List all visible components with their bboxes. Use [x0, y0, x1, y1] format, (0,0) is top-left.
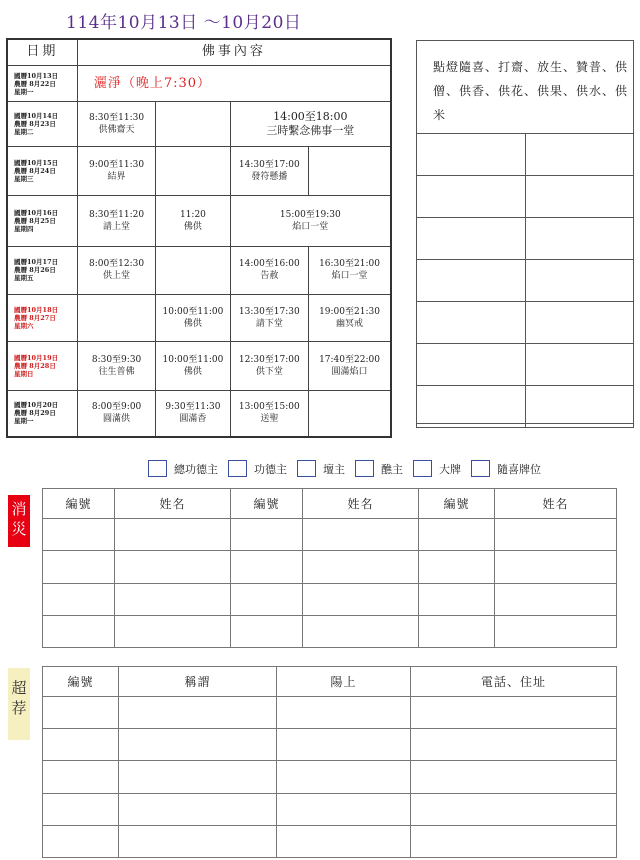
schedule-event-cell — [156, 390, 230, 437]
table-row — [43, 697, 617, 729]
event-time: 13:00至15:00 — [238, 402, 300, 413]
schedule-event-cell — [156, 246, 230, 295]
blank-entry-cell[interactable] — [303, 615, 419, 647]
offerings-grid-row — [417, 176, 634, 218]
schedule-event-cell — [77, 195, 155, 246]
event-name: 供下堂 — [255, 366, 283, 377]
blank-entry-cell[interactable] — [419, 583, 495, 615]
event-time: 15:00至19:30 — [279, 209, 341, 220]
blank-entry-cell[interactable] — [303, 551, 419, 583]
offerings-blank-cell[interactable] — [525, 344, 634, 386]
offerings-blank-cell[interactable] — [417, 344, 526, 386]
page-title: 114年10月13日 ～10月20日 — [66, 13, 302, 33]
schedule-event-cell — [309, 246, 391, 295]
offerings-grid-row — [417, 260, 634, 302]
schedule-row — [7, 65, 391, 102]
blank-entry-cell[interactable] — [115, 519, 231, 551]
schedule-event-cell: 灑淨（晚上7:30） — [77, 65, 391, 102]
blank-entry-cell[interactable] — [419, 551, 495, 583]
event-time: 10:00至11:00 — [162, 354, 224, 365]
checkbox[interactable] — [297, 460, 316, 477]
blank-entry-cell[interactable] — [43, 615, 115, 647]
offerings-blank-cell[interactable] — [417, 260, 526, 302]
offerings-grid-row — [417, 218, 634, 260]
event-name: 三時繫念佛事一堂 — [266, 124, 355, 138]
blank-entry-cell[interactable] — [43, 825, 119, 857]
offerings-box — [416, 40, 634, 424]
blank-entry-cell[interactable] — [495, 615, 617, 647]
blank-entry-cell[interactable] — [43, 729, 119, 761]
checkbox-label: 功德主 — [254, 462, 287, 476]
schedule-event-cell — [156, 195, 230, 246]
blank-entry-cell[interactable] — [43, 761, 119, 793]
date-line: 農曆 8月23日 — [14, 120, 56, 129]
blank-entry-cell[interactable] — [231, 551, 303, 583]
schedule-date-cell — [7, 390, 77, 437]
checkbox[interactable] — [148, 460, 167, 477]
blank-entry-cell[interactable] — [119, 729, 277, 761]
date-line: 農曆 8月26日 — [14, 266, 56, 275]
date-line: 國曆10月13日 — [14, 71, 59, 80]
offerings-blank-cell[interactable] — [525, 260, 634, 302]
schedule-event-cell — [230, 102, 391, 147]
blank-entry-cell[interactable] — [277, 793, 411, 825]
table-row — [43, 825, 617, 857]
section-label-blessing: 消災 — [8, 495, 30, 547]
event-name: 供上堂 — [103, 271, 131, 282]
event-name: 焰口一堂 — [292, 221, 329, 232]
column-header: 稱謂 — [119, 667, 277, 697]
blank-entry-cell[interactable] — [411, 793, 617, 825]
date-line: 農曆 8月24日 — [14, 166, 56, 175]
event-name: 佛供 — [183, 319, 202, 330]
date-line: 國曆10月20日 — [14, 401, 59, 410]
blank-entry-cell[interactable] — [411, 729, 617, 761]
column-header: 編號 — [231, 489, 303, 519]
blank-entry-cell[interactable] — [43, 551, 115, 583]
event-time: 8:00至12:30 — [88, 259, 145, 270]
offerings-text: 點燈隨喜、打齋、放生、贊普、供僧、供香、供花、供果、供水、供米 — [433, 60, 629, 122]
offerings-grid-row — [417, 386, 634, 428]
offerings-blank-cell[interactable] — [525, 386, 634, 428]
blank-entry-cell[interactable] — [411, 697, 617, 729]
schedule-date-cell — [7, 295, 77, 342]
schedule-date-cell — [7, 342, 77, 391]
date-line: 國曆10月14日 — [14, 112, 59, 121]
event-name: 圓滿焰口 — [331, 366, 368, 377]
schedule-event-cell — [230, 295, 308, 342]
schedule-header-row — [7, 39, 391, 65]
table-header-row — [43, 489, 617, 519]
schedule-row — [7, 195, 391, 246]
schedule-event-cell — [309, 390, 391, 437]
column-header: 陽上 — [277, 667, 411, 697]
checkbox[interactable] — [413, 460, 432, 477]
event-time: 14:00至18:00 — [273, 110, 348, 124]
event-time: 13:30至17:30 — [238, 307, 300, 318]
date-line: 星期三 — [14, 174, 34, 183]
blank-entry-cell[interactable] — [495, 583, 617, 615]
blank-entry-cell[interactable] — [115, 551, 231, 583]
checkbox-option[interactable] — [471, 460, 541, 477]
blank-entry-cell[interactable] — [303, 583, 419, 615]
date-line: 星期二 — [14, 128, 34, 137]
schedule-event-cell — [309, 342, 391, 391]
offerings-blank-cell[interactable] — [525, 176, 634, 218]
checkbox-option[interactable] — [355, 460, 403, 477]
blank-entry-cell[interactable] — [231, 583, 303, 615]
schedule-event-cell — [77, 147, 155, 196]
registration-type-checkboxes — [148, 460, 551, 477]
schedule-header-date: 日期 — [7, 39, 77, 65]
checkbox-option[interactable] — [413, 460, 461, 477]
column-header: 電話、住址 — [411, 667, 617, 697]
table-row — [43, 519, 617, 551]
blank-entry-cell[interactable] — [303, 519, 419, 551]
event-name: 請上堂 — [103, 221, 131, 232]
schedule-event-cell — [230, 390, 308, 437]
checkbox-label: 隨喜牌位 — [497, 462, 541, 476]
blank-entry-cell[interactable] — [119, 793, 277, 825]
checkbox[interactable] — [355, 460, 374, 477]
schedule-date-cell — [7, 65, 77, 102]
column-header: 姓名 — [495, 489, 617, 519]
date-line: 農曆 8月28日 — [14, 361, 56, 370]
blank-entry-cell[interactable] — [411, 761, 617, 793]
offerings-grid-row — [417, 302, 634, 344]
event-name: 圓滿供 — [103, 414, 131, 425]
offerings-blank-cell[interactable] — [417, 176, 526, 218]
date-line: 星期四 — [14, 224, 34, 233]
column-header: 編號 — [43, 489, 115, 519]
event-time: 8:30至9:30 — [91, 354, 142, 365]
offerings-blank-cell[interactable] — [417, 218, 526, 260]
event-time: 8:00至9:00 — [91, 402, 142, 413]
date-line: 星期五 — [14, 274, 34, 283]
offerings-grid-row — [417, 344, 634, 386]
checkbox-label: 總功德主 — [174, 462, 218, 476]
event-name: 焰口一堂 — [331, 271, 368, 282]
schedule-row — [7, 102, 391, 147]
date-line: 農曆 8月27日 — [14, 314, 56, 323]
offerings-blank-cell[interactable] — [525, 218, 634, 260]
event-time: 8:30至11:30 — [88, 113, 145, 124]
schedule-event-cell — [77, 295, 155, 342]
event-name: 幽冥戒 — [336, 319, 364, 330]
blank-entry-cell[interactable] — [419, 615, 495, 647]
checkbox-label: 大牌 — [439, 462, 461, 476]
schedule-row — [7, 342, 391, 391]
schedule-event-cell — [230, 246, 308, 295]
event-name: 請下堂 — [255, 319, 283, 330]
checkbox-option[interactable] — [228, 460, 287, 477]
blank-entry-cell[interactable] — [277, 729, 411, 761]
date-line: 農曆 8月25日 — [14, 216, 56, 225]
date-line: 星期日 — [14, 369, 34, 378]
blank-entry-cell[interactable] — [119, 825, 277, 857]
column-header: 編號 — [419, 489, 495, 519]
event-time: 8:30至11:20 — [88, 209, 145, 220]
event-name: 結界 — [107, 171, 126, 182]
event-time: 9:30至11:30 — [165, 402, 221, 413]
blank-entry-cell[interactable] — [119, 697, 277, 729]
schedule-row — [7, 147, 391, 196]
schedule-date-cell — [7, 147, 77, 196]
event-name: 往生普佛 — [98, 366, 135, 377]
blank-entry-cell[interactable] — [495, 519, 617, 551]
column-header: 編號 — [43, 667, 119, 697]
blank-entry-cell[interactable] — [277, 825, 411, 857]
blessing-table — [42, 488, 617, 648]
checkbox[interactable] — [228, 460, 247, 477]
checkbox-label: 壇主 — [323, 462, 345, 476]
schedule-event-cell — [156, 147, 230, 196]
event-time: 12:30至17:00 — [238, 354, 300, 365]
event-name: 發符懸播 — [251, 171, 288, 182]
date-line: 國曆10月18日 — [14, 306, 59, 315]
checkbox-option[interactable] — [148, 460, 218, 477]
column-header: 姓名 — [115, 489, 231, 519]
date-line: 國曆10月19日 — [14, 353, 59, 362]
event-time: 19:00至21:30 — [319, 307, 380, 318]
blank-entry-cell[interactable] — [277, 761, 411, 793]
blank-entry-cell[interactable] — [495, 551, 617, 583]
schedule-event-cell — [230, 147, 308, 196]
event-name: 佛供 — [183, 366, 202, 377]
date-line: 星期一 — [14, 87, 34, 96]
blank-entry-cell[interactable] — [411, 825, 617, 857]
blank-entry-cell[interactable] — [277, 697, 411, 729]
schedule-date-cell — [7, 195, 77, 246]
schedule-event-cell — [230, 195, 391, 246]
offerings-blank-cell[interactable] — [417, 302, 526, 344]
event-time: 14:00至16:00 — [238, 259, 300, 270]
checkbox-option[interactable] — [297, 460, 345, 477]
schedule-event-cell — [156, 102, 230, 147]
schedule-event-cell — [77, 390, 155, 437]
table-row — [43, 729, 617, 761]
blank-entry-cell[interactable] — [43, 793, 119, 825]
blank-entry-cell[interactable] — [119, 761, 277, 793]
schedule-row — [7, 390, 391, 437]
blank-entry-cell[interactable] — [43, 697, 119, 729]
offerings-blank-cell[interactable] — [525, 134, 634, 176]
event-time: 11:20 — [179, 209, 206, 220]
schedule-event-cell — [156, 342, 230, 391]
column-header: 姓名 — [303, 489, 419, 519]
checkbox[interactable] — [471, 460, 490, 477]
date-line: 星期六 — [14, 322, 34, 331]
schedule-event-cell — [230, 342, 308, 391]
offerings-blank-cell[interactable] — [417, 386, 526, 428]
event-name: 佛供 — [183, 221, 202, 232]
schedule-event-cell — [309, 295, 391, 342]
schedule-event-cell — [77, 246, 155, 295]
offerings-blank-cell[interactable] — [417, 134, 526, 176]
table-row — [43, 761, 617, 793]
table-row — [43, 583, 617, 615]
event-name: 供佛齋天 — [98, 125, 135, 136]
schedule-event-cell — [309, 147, 391, 196]
schedule-header-content: 佛事內容 — [77, 39, 391, 65]
date-line: 星期一 — [14, 417, 34, 426]
schedule-date-cell — [7, 246, 77, 295]
schedule-row — [7, 246, 391, 295]
blank-entry-cell[interactable] — [115, 583, 231, 615]
table-row — [43, 793, 617, 825]
date-line: 農曆 8月29日 — [14, 409, 56, 418]
blank-entry-cell[interactable] — [115, 615, 231, 647]
date-line: 國曆10月15日 — [14, 158, 59, 167]
schedule-date-cell — [7, 102, 77, 147]
blank-entry-cell[interactable] — [43, 519, 115, 551]
offerings-grid — [416, 133, 634, 428]
event-time: 9:00至11:30 — [88, 159, 145, 170]
schedule-event-cell — [77, 102, 155, 147]
checkbox-label: 醮主 — [381, 462, 403, 476]
blank-entry-cell[interactable] — [231, 615, 303, 647]
table-row — [43, 551, 617, 583]
blank-entry-cell[interactable] — [231, 519, 303, 551]
table-row — [43, 615, 617, 647]
event-name: 圓滿香 — [179, 414, 207, 425]
blank-entry-cell[interactable] — [419, 519, 495, 551]
date-line: 國曆10月17日 — [14, 258, 59, 267]
event-time: 16:30至21:00 — [319, 259, 380, 270]
section-label-deliverance: 超荐 — [8, 668, 30, 740]
event-name: 送聖 — [260, 414, 279, 425]
event-time: 14:30至17:00 — [238, 159, 300, 170]
schedule-table — [6, 38, 392, 438]
event-time: 17:40至22:00 — [319, 354, 380, 365]
event-time: 10:00至11:00 — [162, 307, 224, 318]
schedule-row — [7, 295, 391, 342]
date-line: 國曆10月16日 — [14, 208, 59, 217]
table-header-row — [43, 667, 617, 697]
blank-entry-cell[interactable] — [43, 583, 115, 615]
offerings-blank-cell[interactable] — [525, 302, 634, 344]
offerings-grid-row — [417, 134, 634, 176]
event-name: 告赦 — [260, 271, 279, 282]
deliverance-table — [42, 666, 617, 858]
schedule-event-cell — [77, 342, 155, 391]
schedule-event-cell — [156, 295, 230, 342]
date-line: 農曆 8月22日 — [14, 79, 56, 88]
